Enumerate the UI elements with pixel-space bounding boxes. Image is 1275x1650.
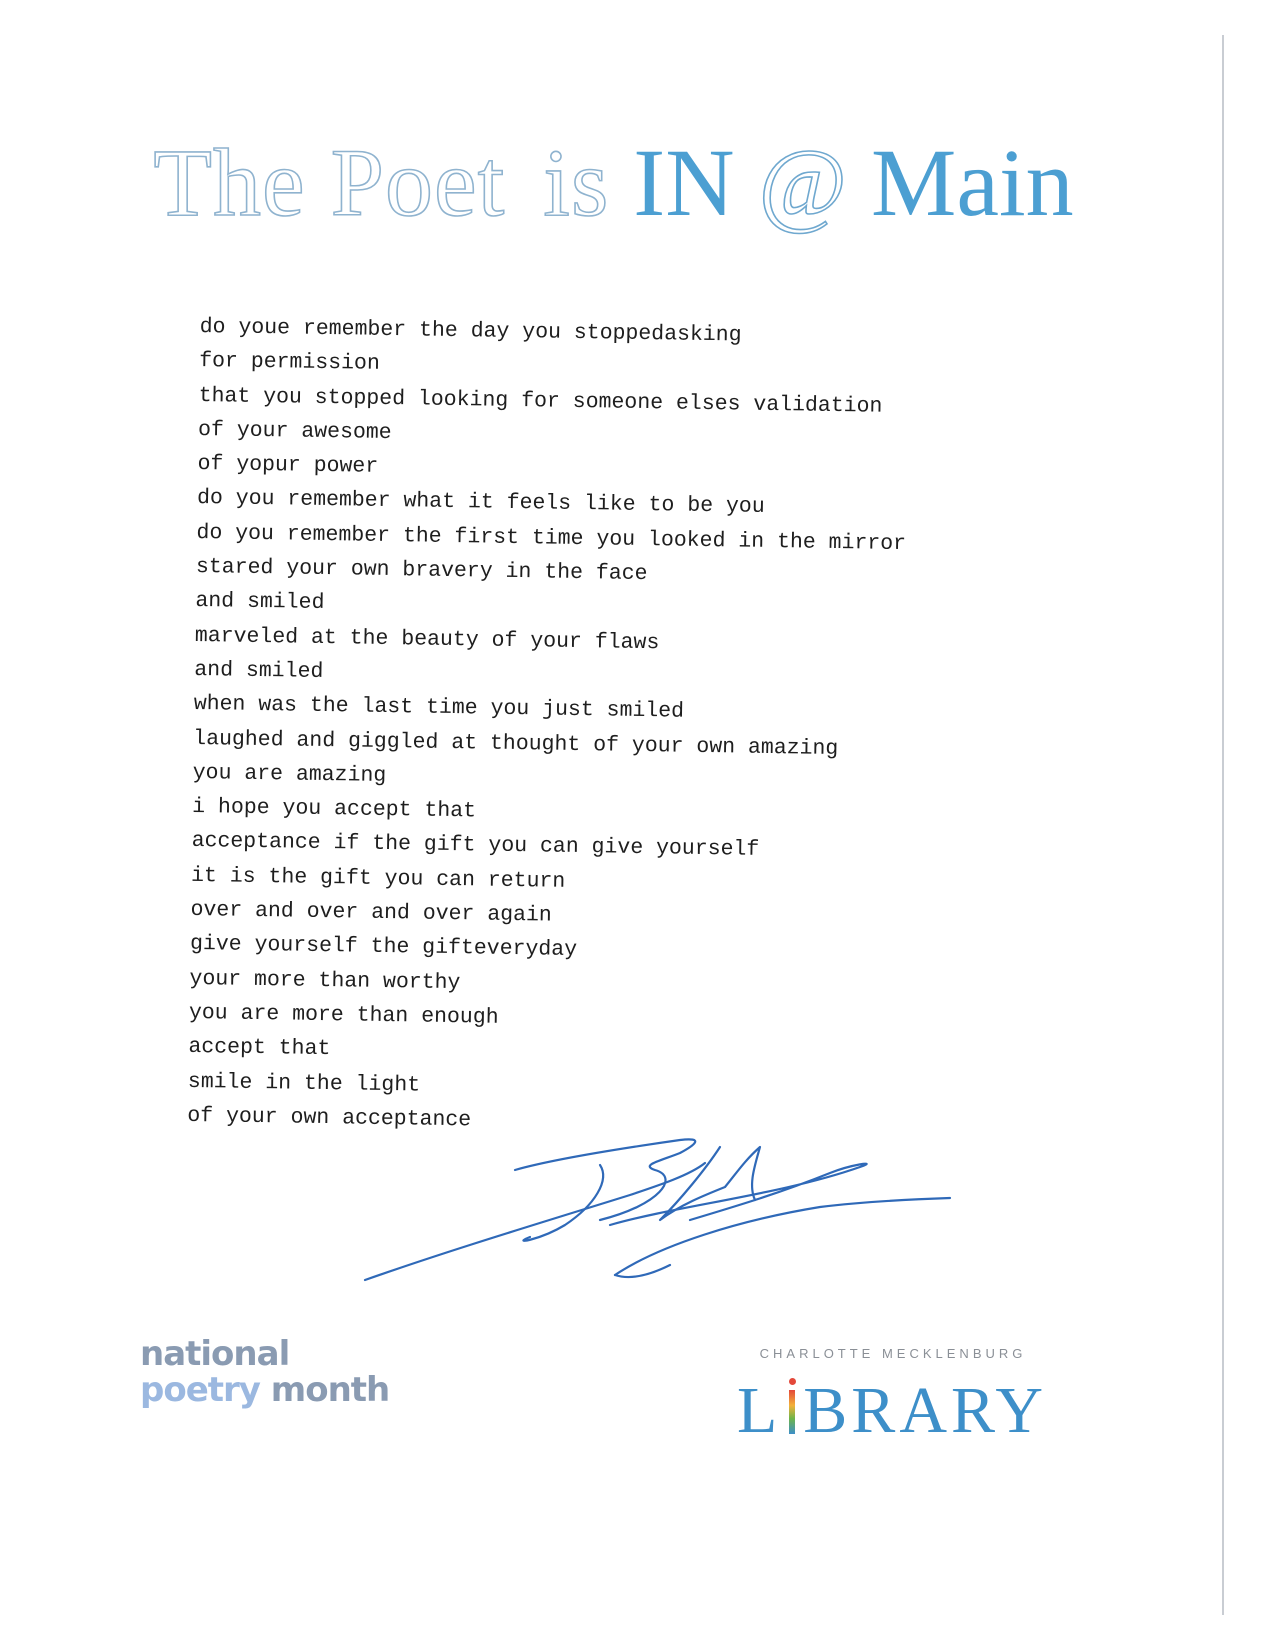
- poem-line: stared your own bravery in the face: [195, 555, 648, 587]
- poem-line: do you remember what it feels like to be you: [196, 486, 765, 520]
- title-at-sign: @: [758, 129, 847, 236]
- poem-line: i hope you accept that: [192, 795, 477, 824]
- title-is: is: [543, 129, 610, 236]
- poem-line: when was the last time you just smiled: [193, 692, 685, 724]
- title-main: Main: [871, 129, 1074, 236]
- poem-line: of your own acceptance: [187, 1103, 472, 1133]
- page-title: [0, 128, 1251, 238]
- library-letters-brary: BRARY: [803, 1374, 1048, 1447]
- npm-month: month: [270, 1370, 390, 1410]
- npm-poetry: poetry: [140, 1370, 260, 1410]
- national-poetry-month-logo: [140, 1336, 389, 1408]
- poem-line: give yourself the gifteveryday: [189, 932, 578, 963]
- poem-line: you are amazing: [192, 760, 387, 788]
- poem-line: marveled at the beauty of your flaws: [194, 623, 660, 655]
- poem-line: for permission: [199, 349, 381, 377]
- poem-line: accept that: [188, 1035, 331, 1062]
- poem-line: of your awesome: [197, 417, 392, 445]
- poem-body: [187, 310, 909, 1144]
- poem-line: and smiled: [194, 657, 324, 684]
- poem-line: do youe remember the day you stoppedasking: [199, 314, 742, 348]
- library-letter-l: L: [736, 1374, 782, 1447]
- page-edge-line: [1222, 35, 1224, 1615]
- poem-line: smile in the light: [187, 1069, 421, 1098]
- poem-line: your more than worthy: [189, 966, 461, 995]
- poem-line: you are more than enough: [188, 1000, 499, 1030]
- poem-line: and smiled: [195, 589, 325, 616]
- poem-line: do you remember the first time you looked in the mirror: [196, 520, 907, 556]
- title-the-poet: The Poet: [153, 129, 506, 236]
- library-logo: [712, 1372, 1072, 1449]
- library-subtitle: CHARLOTTE MECKLENBURG: [759, 1346, 1027, 1361]
- title-in: IN: [633, 129, 735, 236]
- poem-line: it is the gift you can return: [190, 863, 566, 894]
- poem-line: over and over and over again: [190, 897, 552, 928]
- poem-line: that you stopped looking for someone elses validation: [198, 383, 883, 419]
- npm-national: national: [140, 1334, 290, 1374]
- library-i-icon: [781, 1372, 803, 1432]
- poem-line: acceptance if the gift you can give yourself: [191, 829, 760, 863]
- poem-line: laughed and giggled at thought of your own amazing: [193, 726, 839, 761]
- poem-line: of yopur power: [197, 452, 379, 480]
- handwritten-signature: [360, 1125, 960, 1295]
